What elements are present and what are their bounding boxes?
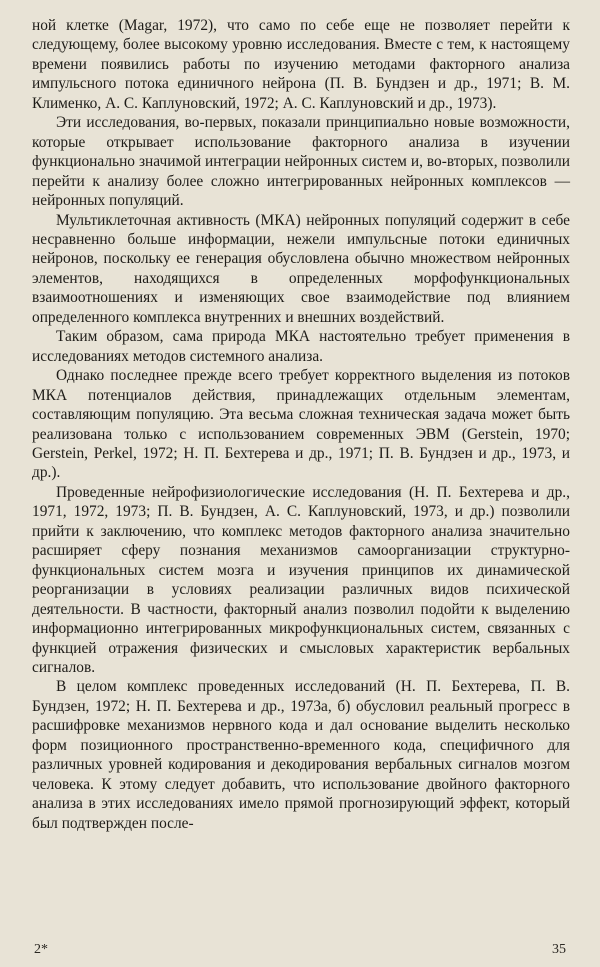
page-footer (32, 935, 570, 959)
paragraph-2: Эти исследования, во-первых, показали принципиально новые возможности, которые открывает использование факторного анализа в изучении функционально значимой интеграции нейронных систем и, во-вторых, позволили перейти к анализу более сложно интегрированных нейронных комплексов — нейронных популяций. (32, 114, 570, 210)
paragraph-1: ной клетке (Magar, 1972), что само по себе еще не позволяет перейти к следующему, более высокому уровню исследования. Вместе с тем, к настоящему времени появились работы по изучению методами факторного анализа импульсного потока единичного нейрона (П. В. Бундзен и др., 1971; В. М. Клименко, А. С. Каплуновский, 1972; А. С. Каплуновский и др., 1973). (32, 17, 570, 112)
paragraph-6: Проведенные нейрофизиологические исследования (Н. П. Бехтерева и др., 1971, 1972, 1973; П. В. Бундзен, А. С. Каплуновский, 1973, и др.) позволили прийти к заключению, что комплекс методов факторного анализа значительно расширяет сферу познания механизмов самоорганизации структурно-функциональных систем мозга и изучения принципов их динамической реорганизации в условиях реализации различных видов психической деятельности. В частности, факторный анализ позволил подойти к выделению информационно интегрированных микрофункциональных систем, связанных с функцией отражения физических и смысловых характеристик вербальных сигналов. (32, 483, 570, 676)
paragraph-5: Однако последнее прежде всего требует корректного выделения из потоков МКА потенциалов действия, принадлежащих отдельным элементам, составляющим популяцию. Эта весьма сложная техническая задача может быть реализована только с использованием современных ЭВМ (Gerstein, 1970; Gerstein, Perkel, 1972; Н. П. Бехтерева и др., 1971; П. В. Бундзен и др., 1973, и др.). (32, 367, 570, 482)
paragraph-7: В целом комплекс проведенных исследований (Н. П. Бехтерева, П. В. Бундзен, 1972; Н. П. Бехтерева и др., 1973а, б) обусловил реальный прогресс в расшифровке механизмов нервного кода и дал основание выделить несколько форм позиционного пространственно-временного кода, специфичного для различных уровней кодирования и декодирования вербальных сигналов мозгом человека. К этому следует добавить, что использование двойного факторного анализа в этих исследованиях имело прямой прогнозирующий эффект, который был подтвержден после- (32, 678, 570, 832)
page-number: 35 (552, 941, 566, 957)
paragraph-3: Мультиклеточная активность (МКА) нейронных популяций содержит в себе несравненно больше информации, нежели импульсные потоки единичных нейронов, поскольку ее генерация обусловлена обычно множеством нейронных элементов, находящихся в определенных морфофункциональных взаимоотношениях и изменяющих свое взаимодействие под влиянием определенного комплекса внутренних и внешних воздействий. (32, 211, 570, 326)
paragraph-4: Таким образом, сама природа МКА настоятельно требует применения в исследованиях методов системного анализа. (32, 328, 570, 365)
printer-signature: 2* (34, 941, 48, 957)
body-text (32, 16, 570, 833)
